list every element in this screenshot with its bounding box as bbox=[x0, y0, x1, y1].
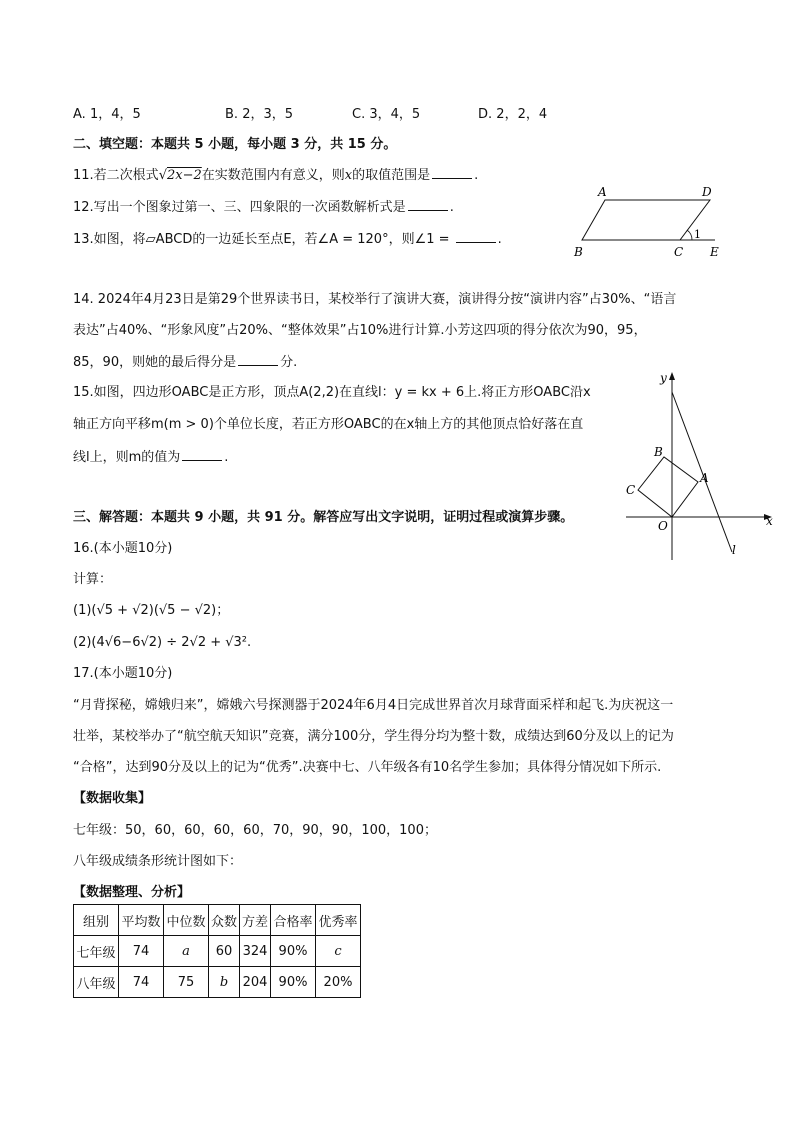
table-cell: 90% bbox=[271, 967, 316, 998]
question-16-intro: 计算： bbox=[73, 572, 113, 587]
angle-1-label: 1 bbox=[694, 228, 701, 241]
label-c: C bbox=[674, 245, 684, 259]
parallelogram-figure bbox=[570, 182, 730, 264]
table-header: 组别 bbox=[74, 905, 119, 936]
square-line-figure bbox=[620, 370, 780, 565]
axis-x-label: x bbox=[766, 514, 773, 528]
table-cell: 204 bbox=[240, 967, 271, 998]
question-14-line2: 表达”占40%、“形象风度”占20%、“整体效果”占10%进行计算.小芳这四项的得分依次为90，95， bbox=[73, 323, 647, 338]
score-table bbox=[73, 904, 361, 998]
question-15-line3: 线l上，则m的值为 . bbox=[73, 450, 229, 465]
table-cell: 20% bbox=[316, 967, 361, 998]
question-14-line3: 85，90，则她的最后得分是 分. bbox=[73, 355, 298, 370]
table-header: 合格率 bbox=[271, 905, 316, 936]
table-cell: 七年级 bbox=[74, 936, 119, 967]
label-l: l bbox=[732, 543, 736, 557]
label-b: B bbox=[654, 445, 663, 459]
option-a: A. 1，4，5 bbox=[73, 107, 141, 122]
table-row bbox=[74, 967, 361, 998]
table-cell: c bbox=[316, 936, 361, 967]
table-header: 优秀率 bbox=[316, 905, 361, 936]
question-17-line1: “月背探秘，嫦娥归来”，嫦娥六号探测器于2024年6月4日完成世界首次月球背面采样和起飞.为庆祝这一 bbox=[73, 698, 674, 713]
table-header-row bbox=[74, 905, 361, 936]
table-cell: b bbox=[209, 967, 240, 998]
label-d: D bbox=[702, 185, 712, 199]
table-cell: a bbox=[164, 936, 209, 967]
table-header: 众数 bbox=[209, 905, 240, 936]
table-cell: 75 bbox=[164, 967, 209, 998]
label-e: E bbox=[710, 245, 719, 259]
grade8-chart-caption: 八年级成绩条形统计图如下： bbox=[73, 854, 243, 869]
question-12: 12.写出一个图象过第一、三、四象限的一次函数解析式是 . bbox=[73, 200, 454, 215]
table-header: 方差 bbox=[240, 905, 271, 936]
question-17-head: 17.(本小题10分) bbox=[73, 666, 173, 681]
label-a: A bbox=[598, 185, 607, 199]
table-cell: 60 bbox=[209, 936, 240, 967]
label-o: O bbox=[658, 519, 668, 533]
label-a: A bbox=[700, 471, 709, 485]
section3-title: 三、解答题：本题共 9 小题，共 91 分。解答应写出文字说明，证明过程或演算步骤。 bbox=[73, 510, 574, 525]
section2-title: 二、填空题：本题共 5 小题，每小题 3 分，共 15 分。 bbox=[73, 137, 397, 152]
label-b: B bbox=[574, 245, 583, 259]
table-cell: 74 bbox=[119, 967, 164, 998]
table-cell: 74 bbox=[119, 936, 164, 967]
option-c: C. 3，4，5 bbox=[352, 107, 421, 122]
axis-y-label: y bbox=[660, 371, 667, 385]
question-17-line2: 壮举，某校举办了“航空航天知识”竞赛，满分100分，学生得分均为整十数，成绩达到60分及以上的记为 bbox=[73, 729, 674, 744]
question-15-line1: 15.如图，四边形OABC是正方形，顶点A(2,2)在直线l：y = kx + 6上.将正方形OABC沿x bbox=[73, 385, 591, 400]
option-b: B. 2，3，5 bbox=[225, 107, 294, 122]
question-17-line3: “合格”，达到90分及以上的记为“优秀”.决赛中七、八年级各有10名学生参加；具体得分情况如下所示. bbox=[73, 760, 662, 775]
question-16-head: 16.(本小题10分) bbox=[73, 541, 173, 556]
question-13: 13.如图，将▱ABCD的一边延长至点E，若∠A = 120°，则∠1 = . bbox=[73, 232, 502, 247]
question-14-line1: 14. 2024年4月23日是第29个世界读书日，某校举行了演讲大赛，演讲得分按“演讲内容”占30%、“语言 bbox=[73, 292, 677, 307]
question-16-part1: (1)(√5 + √2)(√5 − √2)； bbox=[73, 603, 230, 618]
data-analysis-heading: 【数据整理、分析】 bbox=[73, 885, 191, 900]
table-cell: 90% bbox=[271, 936, 316, 967]
question-16-part2: (2)(4√6−6√2) ÷ 2√2 + √3². bbox=[73, 635, 252, 650]
question-11: 11.若二次根式√2x−2在实数范围内有意义，则x的取值范围是 . bbox=[73, 168, 479, 183]
label-c: C bbox=[626, 483, 636, 497]
table-row bbox=[74, 936, 361, 967]
table-header: 中位数 bbox=[164, 905, 209, 936]
question-15-line2: 轴正方向平移m(m > 0)个单位长度，若正方形OABC的在x轴上方的其他顶点恰好落在直 bbox=[73, 417, 584, 432]
table-header: 平均数 bbox=[119, 905, 164, 936]
table-cell: 324 bbox=[240, 936, 271, 967]
option-d: D. 2，2，4 bbox=[478, 107, 548, 122]
data-collection-heading: 【数据收集】 bbox=[73, 791, 152, 806]
table-cell: 八年级 bbox=[74, 967, 119, 998]
grade7-scores: 七年级：50，60，60，60，60，70，90，90，100，100； bbox=[73, 823, 437, 838]
